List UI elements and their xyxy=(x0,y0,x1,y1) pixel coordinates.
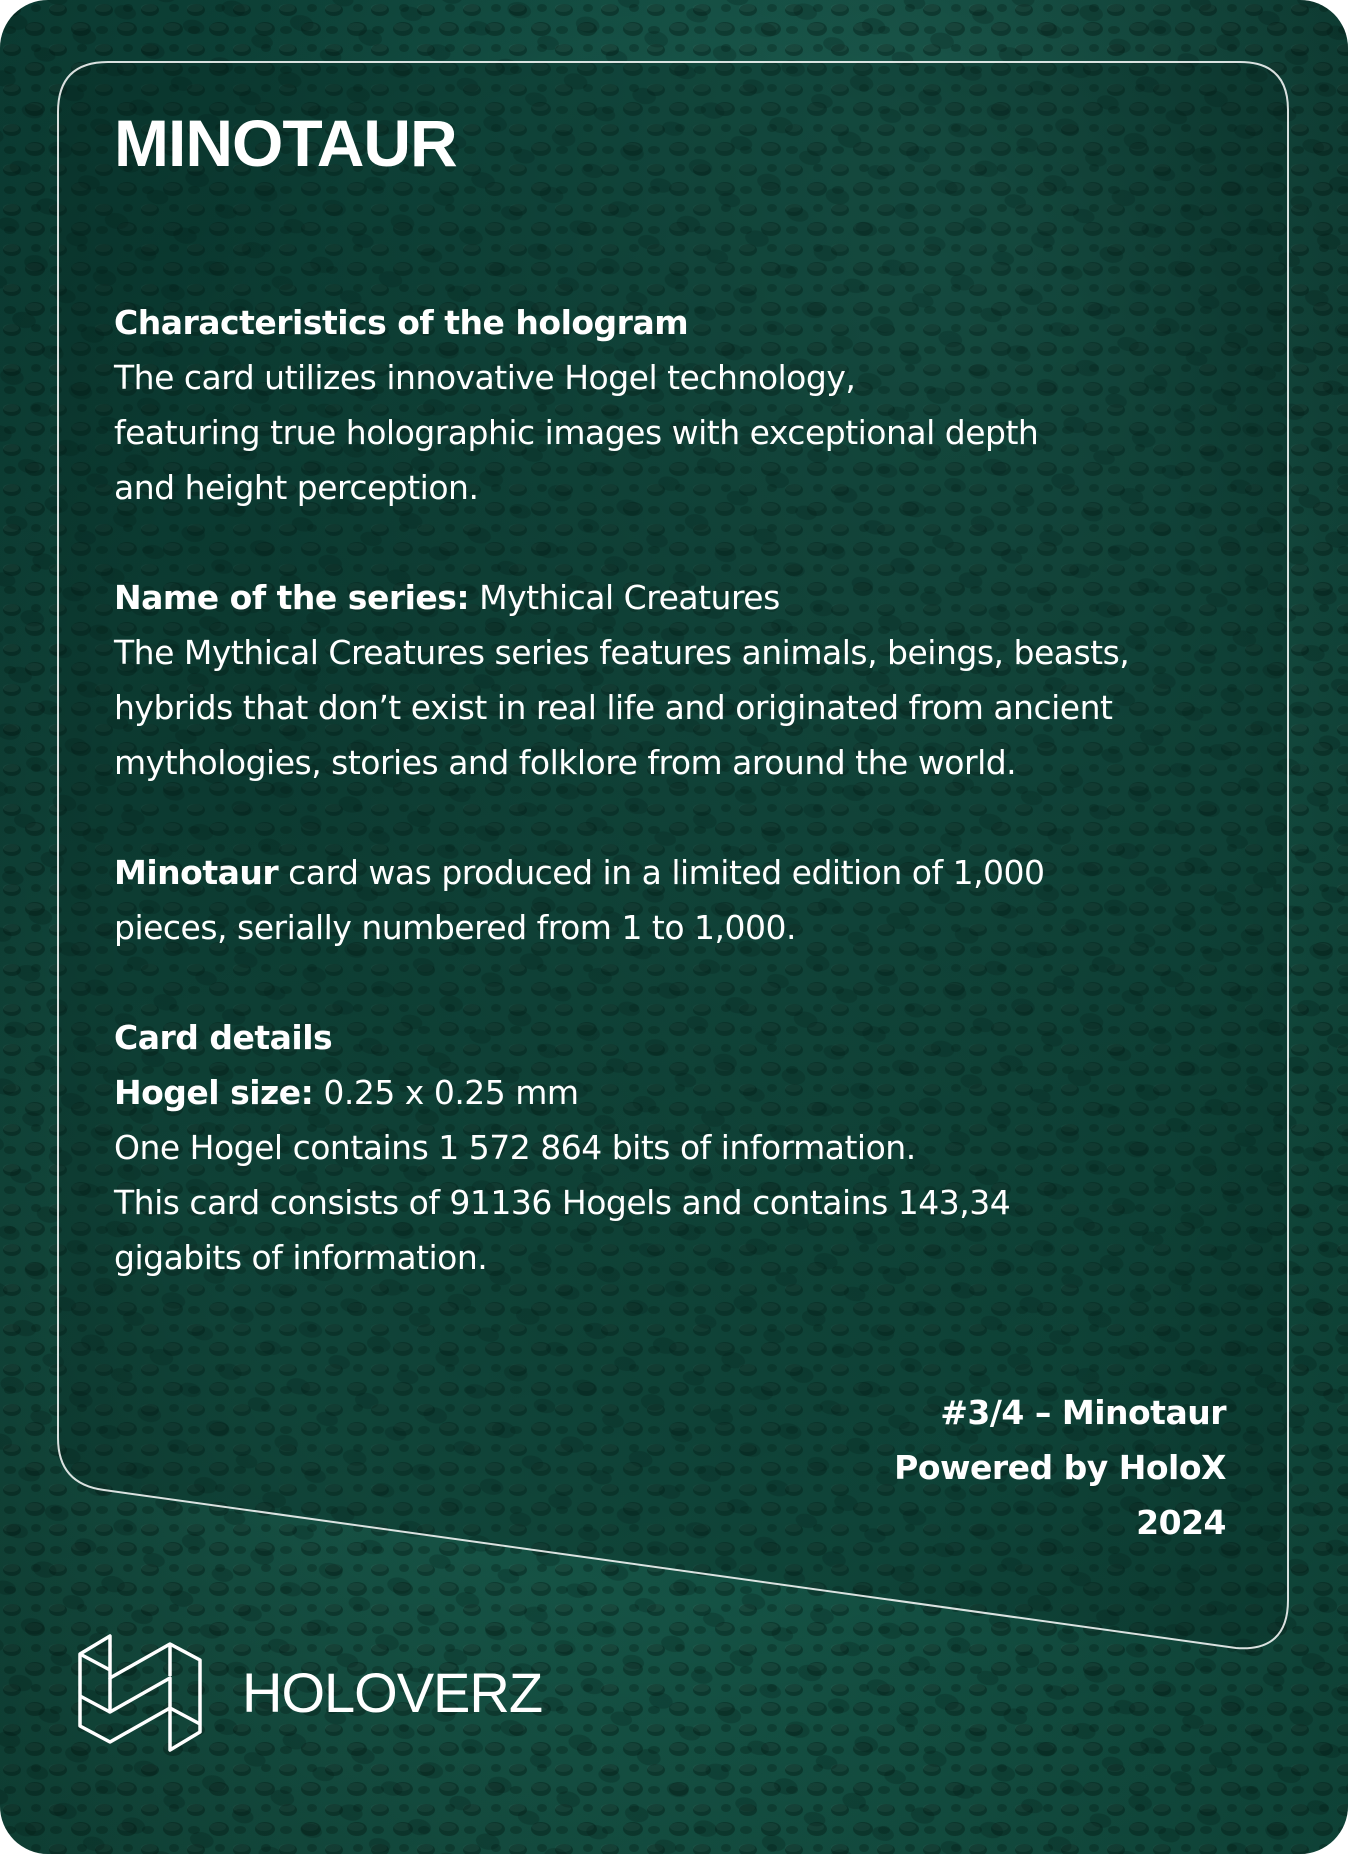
brand xyxy=(74,1626,542,1758)
card-title: MINOTAUR xyxy=(114,106,457,180)
hogel-size-label: Hogel size: xyxy=(114,1073,314,1112)
card-details-heading: Card details xyxy=(114,1018,333,1057)
series-description-line: mythologies, stories and folklore from around the world. xyxy=(114,743,1017,782)
characteristics-line: featuring true holographic images with exceptional depth xyxy=(114,413,1039,452)
credits xyxy=(894,1385,1226,1550)
card-details-line: One Hogel contains 1 572 864 bits of information. xyxy=(114,1128,916,1167)
edition-text: card was produced in a limited edition of 1,000 xyxy=(278,853,1045,892)
characteristics-section xyxy=(114,295,1234,515)
card-details-section xyxy=(114,1010,1234,1285)
series-description-line: The Mythical Creatures series features animals, beings, beasts, xyxy=(114,633,1130,672)
edition-section xyxy=(114,845,1234,955)
characteristics-heading: Characteristics of the hologram xyxy=(114,303,689,342)
card-details-line: gigabits of information. xyxy=(114,1238,488,1277)
series-value: Mythical Creatures xyxy=(469,578,780,617)
series-label: Name of the series: xyxy=(114,578,470,617)
powered-by: Powered by HoloX xyxy=(894,1448,1226,1487)
series-section xyxy=(114,570,1234,790)
card-details-line: This card consists of 91136 Hogels and contains 143,34 xyxy=(114,1183,1011,1222)
card-number: #3/4 – Minotaur xyxy=(940,1393,1226,1432)
series-description-line: hybrids that don’t exist in real life and originated from ancient xyxy=(114,688,1113,727)
edition-card-name: Minotaur xyxy=(114,853,279,892)
edition-line: pieces, serially numbered from 1 to 1,000. xyxy=(114,908,797,947)
characteristics-line: The card utilizes innovative Hogel technology, xyxy=(114,358,856,397)
hogel-size-line xyxy=(114,1065,1234,1120)
series-name-line xyxy=(114,570,1234,625)
holoverz-logo-icon xyxy=(74,1626,206,1758)
brand-name: HOLOVERZ xyxy=(242,1660,543,1724)
edition-line xyxy=(114,845,1234,900)
hogel-size-value: 0.25 x 0.25 mm xyxy=(313,1073,579,1112)
info-content xyxy=(114,100,1234,1277)
characteristics-line: and height perception. xyxy=(114,468,479,507)
year: 2024 xyxy=(1136,1503,1226,1542)
